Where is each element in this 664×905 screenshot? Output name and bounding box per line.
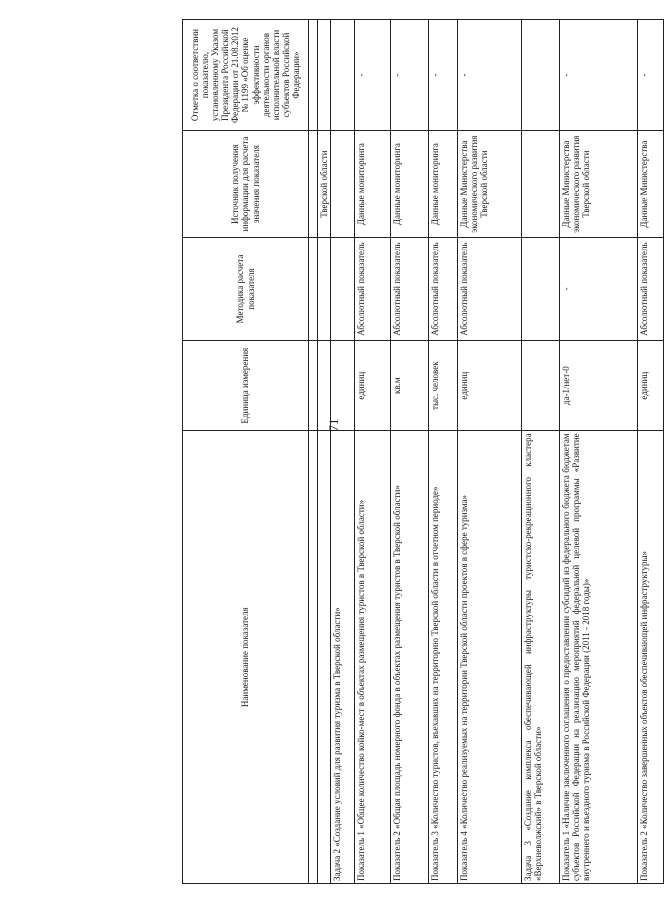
cell-method: Абсолютный показатель <box>429 238 458 341</box>
cell-source: Данные мониторинга <box>429 131 458 238</box>
cell-unit <box>331 340 355 431</box>
cell-name: Задача 3 «Создание комплекса обеспечивающей инфраструктуры туристско-рекреационного кластера «Верхневолжский» в Тверской области» <box>522 431 560 884</box>
cell-unit: тыс. человек <box>429 340 458 431</box>
cell-mark: - <box>638 20 664 131</box>
header-indicator-name: Наименование показателя <box>183 431 309 884</box>
cell-method <box>318 238 331 341</box>
cell-name: Показатель 4 «Количество реализуемых на территории Тверской области проектов в сфере туризма» <box>458 431 522 884</box>
header-compliance-mark: Отметка о соответствии показателю, установленному Указом Президента Российской Федерации от 21.08.2012 № 1199 «Об оценке эффективности деятельности органов исполнительной власти субъектов Российской Федерации» <box>183 20 309 131</box>
cell-unit: единиц <box>355 340 391 431</box>
cell-source <box>331 131 355 238</box>
indicators-table <box>182 19 664 884</box>
header-method: Методика расчета показателя <box>183 238 309 341</box>
cell-source <box>309 131 318 238</box>
cell-method: Абсолютный показатель <box>458 238 522 341</box>
cell-unit <box>318 340 331 431</box>
table-row <box>522 20 560 884</box>
cell-source: Данные Министерства экономического развития Тверской области <box>458 131 522 238</box>
cell-source: Данные Министерства экономического развития Тверской области <box>560 131 638 238</box>
cell-mark: - <box>355 20 391 131</box>
cell-method: Абсолютный показатель <box>638 238 664 341</box>
cell-name: Показатель 1 «Общее количество койко-мест в объектах размещения туристов в Тверской области» <box>355 431 391 884</box>
header-unit: Единица измерения <box>183 340 309 431</box>
cell-source: Данные Министерства <box>638 131 664 238</box>
rotated-table-wrapper <box>182 19 650 884</box>
cell-name: Показатель 2 «Общая площадь номерного фонда в объектах размещения туристов в Тверской области» <box>391 431 429 884</box>
cell-source: Данные мониторинга <box>355 131 391 238</box>
cell-unit <box>522 340 560 431</box>
cell-mark <box>522 20 560 131</box>
cell-mark: - <box>560 20 638 131</box>
cell-name <box>309 431 318 884</box>
cell-unit: да-1/нет-0 <box>560 340 638 431</box>
cell-method: Абсолютный показатель <box>355 238 391 341</box>
cell-method <box>309 238 318 341</box>
table-row <box>429 20 458 884</box>
table-row <box>355 20 391 884</box>
cell-name: Задача 2 «Создание условий для развития туризма в Тверской области» <box>331 431 355 884</box>
table-row <box>638 20 664 884</box>
cell-method: Абсолютный показатель <box>391 238 429 341</box>
table-row <box>458 20 522 884</box>
cell-name: Показатель 3 «Количество туристов, въехавших на территорию Тверской области в отчетном периоде» <box>429 431 458 884</box>
cell-source: Тверской области <box>318 131 331 238</box>
cell-name: Показатель 1 «Наличие заключенного соглашения о предоставлении субсидий из федерального бюджета бюджетам субъектов Российской Федерации на реализацию мероприятий федеральной целевой программы «Развитие внутреннего и въездного туризма в Российской Федерации (2011 - 2018 годы)» <box>560 431 638 884</box>
table-row <box>391 20 429 884</box>
cell-name <box>318 431 331 884</box>
header-source: Источник получения информации для расчета значения показателя <box>183 131 309 238</box>
cell-name: Показатель 2 «Количество завершенных объектов обеспечивающей инфраструктуры» <box>638 431 664 884</box>
cell-unit <box>309 340 318 431</box>
table-header-row <box>183 20 309 884</box>
page-number: 71 <box>326 418 341 432</box>
cell-mark <box>318 20 331 131</box>
cell-mark <box>309 20 318 131</box>
cell-mark: - <box>391 20 429 131</box>
cell-source: Данные мониторинга <box>391 131 429 238</box>
cell-mark: - <box>429 20 458 131</box>
cell-unit: единиц <box>458 340 522 431</box>
table-row <box>318 20 331 884</box>
cell-method <box>522 238 560 341</box>
cell-source <box>522 131 560 238</box>
table-row <box>331 20 355 884</box>
cell-method: - <box>560 238 638 341</box>
cell-mark <box>331 20 355 131</box>
cell-unit: кв.м <box>391 340 429 431</box>
cell-method <box>331 238 355 341</box>
table-row <box>309 20 318 884</box>
table-row <box>560 20 638 884</box>
cell-mark: - <box>458 20 522 131</box>
cell-unit: единиц <box>638 340 664 431</box>
